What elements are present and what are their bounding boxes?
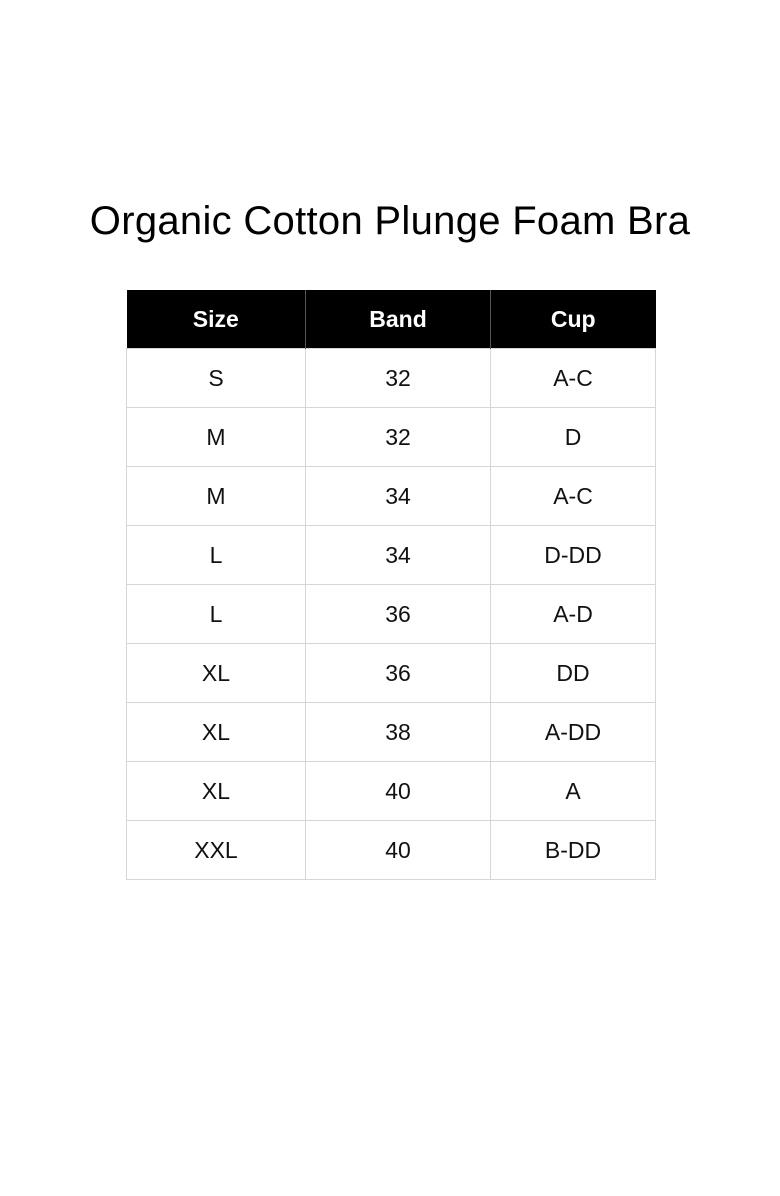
- size-cell: XL: [127, 644, 306, 703]
- column-header-band: Band: [306, 290, 491, 349]
- band-cell: 32: [306, 408, 491, 467]
- size-cell: M: [127, 408, 306, 467]
- band-cell: 34: [306, 526, 491, 585]
- band-cell: 36: [306, 585, 491, 644]
- table-row: [127, 408, 656, 467]
- size-cell: XL: [127, 762, 306, 821]
- size-chart-table: [126, 290, 656, 880]
- table-row: [127, 644, 656, 703]
- cup-cell: B-DD: [491, 821, 656, 880]
- band-cell: 40: [306, 762, 491, 821]
- cup-cell: A-C: [491, 349, 656, 408]
- table-row: [127, 585, 656, 644]
- band-cell: 38: [306, 703, 491, 762]
- table-row: [127, 703, 656, 762]
- cup-cell: A-C: [491, 467, 656, 526]
- table-row: [127, 821, 656, 880]
- band-cell: 40: [306, 821, 491, 880]
- table-row: [127, 762, 656, 821]
- size-cell: XXL: [127, 821, 306, 880]
- column-header-size: Size: [127, 290, 306, 349]
- size-cell: L: [127, 526, 306, 585]
- cup-cell: A-D: [491, 585, 656, 644]
- cup-cell: DD: [491, 644, 656, 703]
- cup-cell: D-DD: [491, 526, 656, 585]
- cup-cell: A-DD: [491, 703, 656, 762]
- band-cell: 36: [306, 644, 491, 703]
- table-row: [127, 349, 656, 408]
- size-cell: L: [127, 585, 306, 644]
- band-cell: 34: [306, 467, 491, 526]
- page-title: Organic Cotton Plunge Foam Bra: [89, 198, 691, 243]
- column-header-cup: Cup: [491, 290, 656, 349]
- cup-cell: A: [491, 762, 656, 821]
- size-cell: S: [127, 349, 306, 408]
- size-cell: XL: [127, 703, 306, 762]
- size-cell: M: [127, 467, 306, 526]
- cup-cell: D: [491, 408, 656, 467]
- table-row: [127, 526, 656, 585]
- table-header-row: [127, 290, 656, 349]
- band-cell: 32: [306, 349, 491, 408]
- table-row: [127, 467, 656, 526]
